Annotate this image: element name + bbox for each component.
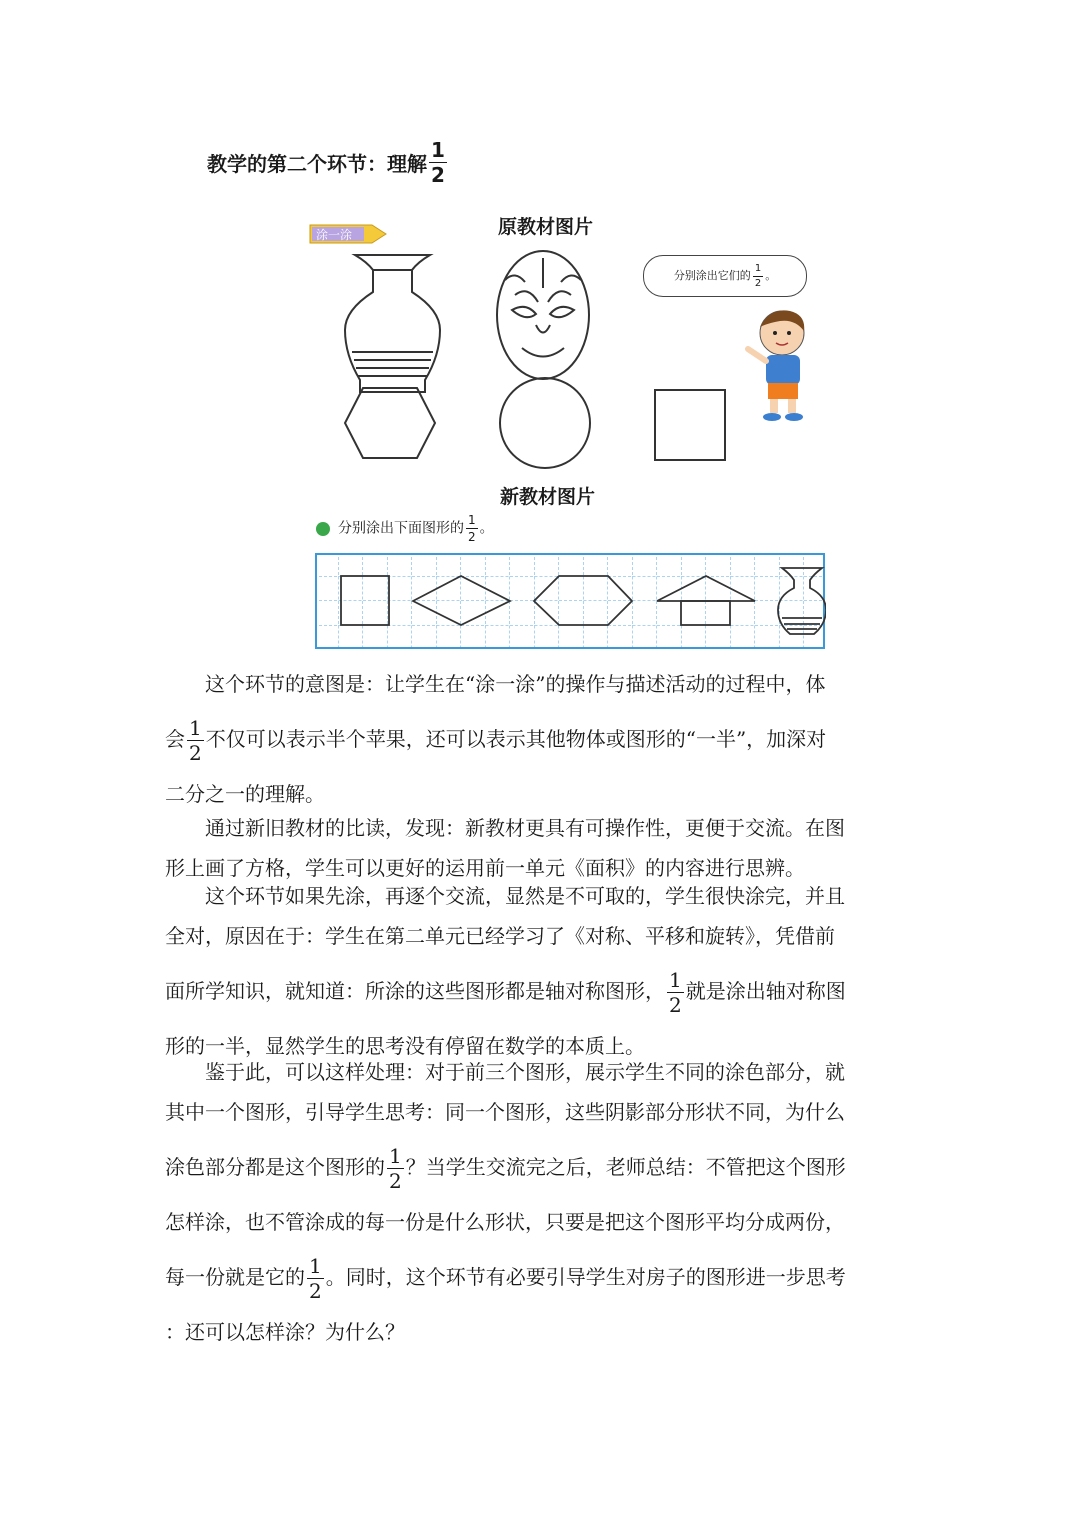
instruction-end: 。 <box>479 520 494 537</box>
circle-icon <box>500 378 590 468</box>
paragraph-line: 形的一半，显然学生的思考没有停留在数学的本质上。 <box>165 1034 645 1058</box>
paragraph-line: 这个环节如果先涂，再逐个交流，显然是不可取的，学生很快涂完，并且 <box>205 884 845 908</box>
fraction-one-half: $\frac{1}{2}$ <box>669 968 682 1017</box>
paragraph-line: 二分之一的理解。 <box>165 782 325 806</box>
paragraph-line: 涂色部分都是这个图形的 $\frac{1}{2}$ ？当学生交流完之后，老师总结：不管把这个图形 <box>165 1144 846 1193</box>
old-figure-caption: 原教材图片 <box>498 216 594 238</box>
old-figure-shapes <box>300 240 640 470</box>
fraction-one-half: $\frac{1}{2}$ <box>309 1254 322 1303</box>
paragraph-line: 全对，原因在于：学生在第二单元已经学习了《对称、平移和旋转》，凭借前 <box>165 924 835 948</box>
paragraph-line: 怎样涂，也不管涂成的每一份是什么形状，只要是把这个图形平均分成两份， <box>165 1210 845 1234</box>
paragraph-1 <box>165 664 905 814</box>
paragraph-line: 每一份就是它的 $\frac{1}{2}$ 。同时，这个环节有必要引导学生对房子的图形进一步思考 <box>165 1254 846 1303</box>
boy-icon <box>740 305 820 425</box>
fraction-one-half: $\frac{1}{2}$ <box>468 513 476 544</box>
paragraph-line: 其中一个图形，引导学生思考：同一个图形，这些阴影部分形状不同，为什么 <box>165 1100 845 1124</box>
paragraph-line: ：还可以怎样涂？为什么？ <box>165 1320 405 1344</box>
hexagon-icon <box>345 388 435 458</box>
section-heading <box>207 140 449 185</box>
grid-shapes-figure <box>314 552 826 650</box>
paragraph-line: 通过新旧教材的比读，发现：新教材更具有可操作性，更便于交流。在图 <box>205 816 845 840</box>
heading-text: 教学的第二个环节：理解 <box>207 152 427 176</box>
instruction-text: 分别涂出下面图形的 <box>338 520 464 537</box>
speech-end: 。 <box>765 269 777 282</box>
paragraph-line: 鉴于此，可以这样处理：对于前三个图形，展示学生不同的涂色部分，就 <box>205 1060 845 1084</box>
paragraph-line: 这个环节的意图是：让学生在“涂一涂”的操作与描述活动的过程中，体 <box>205 672 826 696</box>
paragraph-line: 形上画了方格，学生可以更好的运用前一单元《面积》的内容进行思辨。 <box>165 856 805 880</box>
opera-mask-icon <box>497 251 589 379</box>
paragraph-line: 会 $\frac{1}{2}$ 不仅可以表示半个苹果，还可以表示其他物体或图形的“一半”，加深对 <box>165 716 827 765</box>
fraction-one-half: $\frac{1}{2}$ <box>431 138 445 187</box>
paragraph-3 <box>165 876 905 1066</box>
new-figure-caption: 新教材图片 <box>500 486 596 508</box>
fraction-one-half: $\frac{1}{2}$ <box>754 262 762 289</box>
vase-icon <box>345 255 440 392</box>
paragraph-line: 面所学知识，就知道：所涂的这些图形都是轴对称图形， $\frac{1}{2}$ 就是涂出轴对称图 <box>165 968 846 1017</box>
new-figure-instruction <box>316 514 494 543</box>
square-icon <box>652 387 728 463</box>
tag-label-text: 涂一涂 <box>316 228 353 242</box>
speech-bubble <box>643 255 807 297</box>
paragraph-4 <box>165 1052 905 1352</box>
fraction-one-half: $\frac{1}{2}$ <box>189 716 202 765</box>
green-dot-icon <box>316 522 330 536</box>
fraction-one-half: $\frac{1}{2}$ <box>389 1144 402 1193</box>
speech-text: 分别涂出它们的 <box>673 269 751 282</box>
